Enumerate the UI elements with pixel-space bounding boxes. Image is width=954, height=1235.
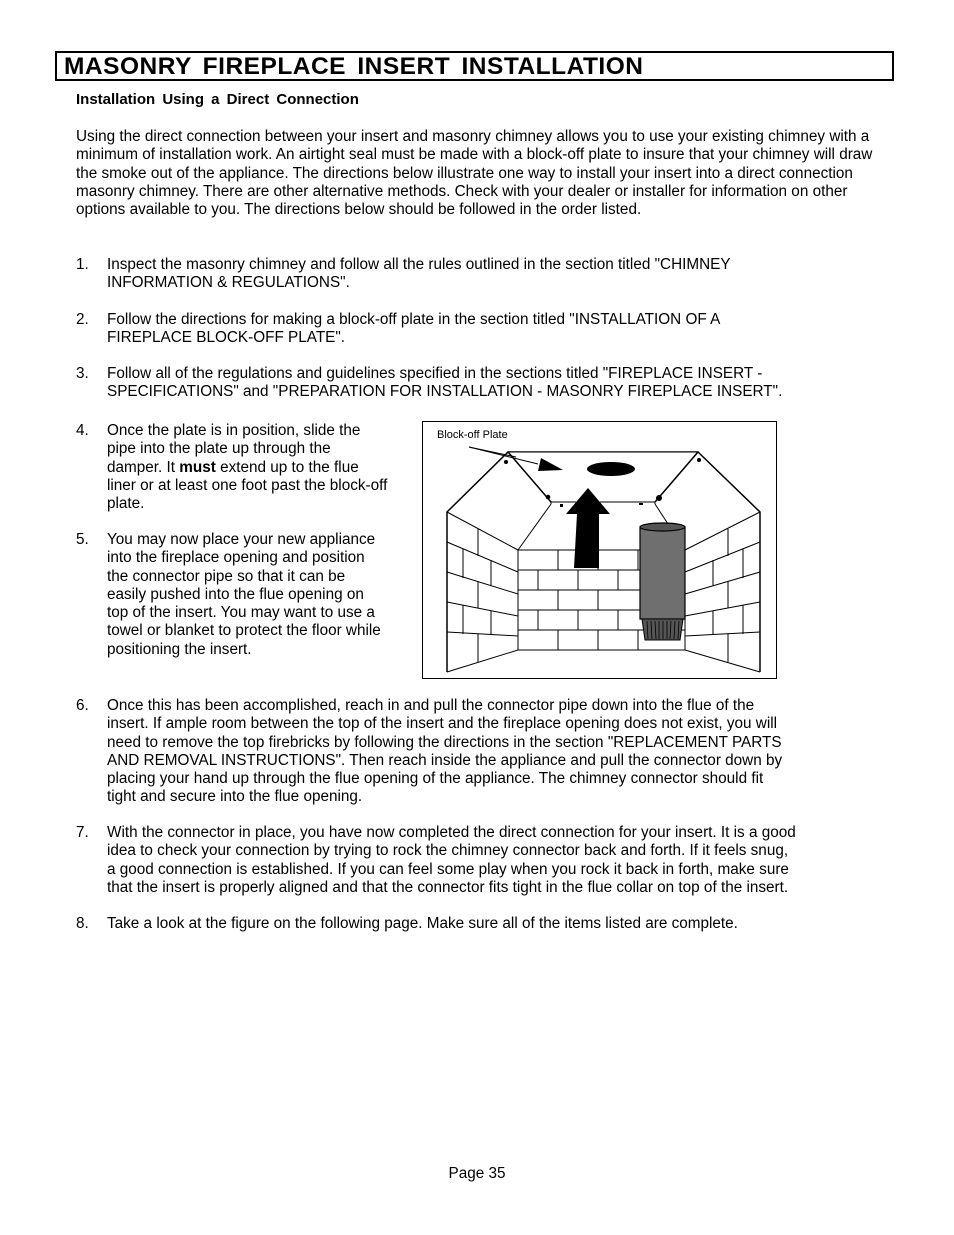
- step-line: positioning the insert.: [107, 640, 252, 658]
- step-number: 6.: [76, 697, 89, 714]
- step-line: [107, 459, 427, 477]
- page-title: MASONRY FIREPLACE INSERT INSTALLATION: [64, 53, 644, 80]
- step-line: liner or at least one foot past the block-off: [107, 476, 388, 494]
- step-line: You may now place your new appliance: [107, 531, 376, 548]
- step-line: the connector pipe so that it can be: [107, 567, 346, 585]
- step-line: Once this has been accomplished, reach in and pull the connector pipe down into the flue of the: [107, 697, 755, 714]
- figure-label: Block-off Plate: [437, 429, 508, 441]
- step-line: top of the insert. You may want to use a: [107, 604, 375, 622]
- step-line: Once the plate is in position, slide the: [107, 422, 361, 439]
- step-line: Take a look at the figure on the following page. Make sure all of the items listed are complete.: [107, 915, 738, 932]
- step-line: a good connection is established. If you can feel some play when you rock it back in forth, make sure: [107, 860, 789, 878]
- step-line: Follow the directions for making a block-off plate in the section titled "INSTALLATION OF A: [107, 311, 721, 328]
- step-line: INFORMATION & REGULATIONS".: [107, 274, 350, 292]
- step-line: AND REMOVAL INSTRUCTIONS". Then reach inside the appliance and pull the connector down by: [107, 751, 783, 769]
- step-line-part: extend up to the flue: [215, 458, 359, 476]
- page-number: Page 35: [448, 1165, 506, 1182]
- step-number: 7.: [76, 824, 89, 841]
- step-line: placing your hand up through the flue opening of the appliance. The chimney connector should fit: [107, 770, 764, 788]
- intro-paragraph: Using the direct connection between your insert and masonry chimney allows you to use your existing chimney with a minimum of installation work. An airtight seal must be made with a block-off plate to insure that your chimney will draw the smoke out of the appliance. The directions below illustrate one way to install your insert into a direct connection masonry chimney. There are other alternative methods. Check with your dealer or installer for information on other options available to you. The directions below should be followed in the order listed.: [76, 128, 873, 219]
- emphasis-must: must: [179, 458, 216, 476]
- step-line: insert. If ample room between the top of the insert and the fireplace opening does not exist, you will: [107, 715, 778, 733]
- title-box: [55, 51, 894, 81]
- step-number: 1.: [76, 256, 89, 273]
- step-line: towel or blanket to protect the floor while: [107, 622, 381, 640]
- step-number: 5.: [76, 531, 89, 548]
- step-line: plate.: [107, 495, 145, 513]
- step-line: tight and secure into the flue opening.: [107, 788, 363, 806]
- step-line: idea to check your connection by trying to rock the chimney connector back and forth. If it feels snug,: [107, 842, 789, 860]
- step-number: 3.: [76, 365, 89, 382]
- step-number: 8.: [76, 915, 89, 932]
- step-line: easily pushed into the flue opening on: [107, 585, 364, 603]
- fireplace-diagram: [423, 422, 778, 680]
- step-line: pipe into the plate up through the: [107, 440, 331, 458]
- step-number: 4.: [76, 422, 89, 439]
- step-line: Inspect the masonry chimney and follow all the rules outlined in the section titled "CHIMNEY: [107, 256, 731, 273]
- step-line: into the fireplace opening and position: [107, 549, 365, 567]
- step-line: Follow all of the regulations and guidelines specified in the sections titled "FIREPLACE INSERT -: [107, 365, 763, 382]
- step-line-part: damper. It: [107, 458, 180, 476]
- step-line: need to remove the top firebricks by following the directions in the section "REPLACEMENT PARTS: [107, 733, 782, 751]
- step-line: With the connector in place, you have now completed the direct connection for your insert. It is a good: [107, 824, 796, 841]
- section-subheading: Installation Using a Direct Connection: [76, 91, 359, 108]
- step-line: FIREPLACE BLOCK-OFF PLATE".: [107, 329, 346, 347]
- step-line: SPECIFICATIONS" and "PREPARATION FOR INSTALLATION - MASONRY FIREPLACE INSERT".: [107, 383, 783, 401]
- step-line: that the insert is properly aligned and that the connector fits tight in the flue collar on top of the insert.: [107, 878, 789, 896]
- step-number: 2.: [76, 311, 89, 328]
- fireplace-figure: [422, 421, 777, 679]
